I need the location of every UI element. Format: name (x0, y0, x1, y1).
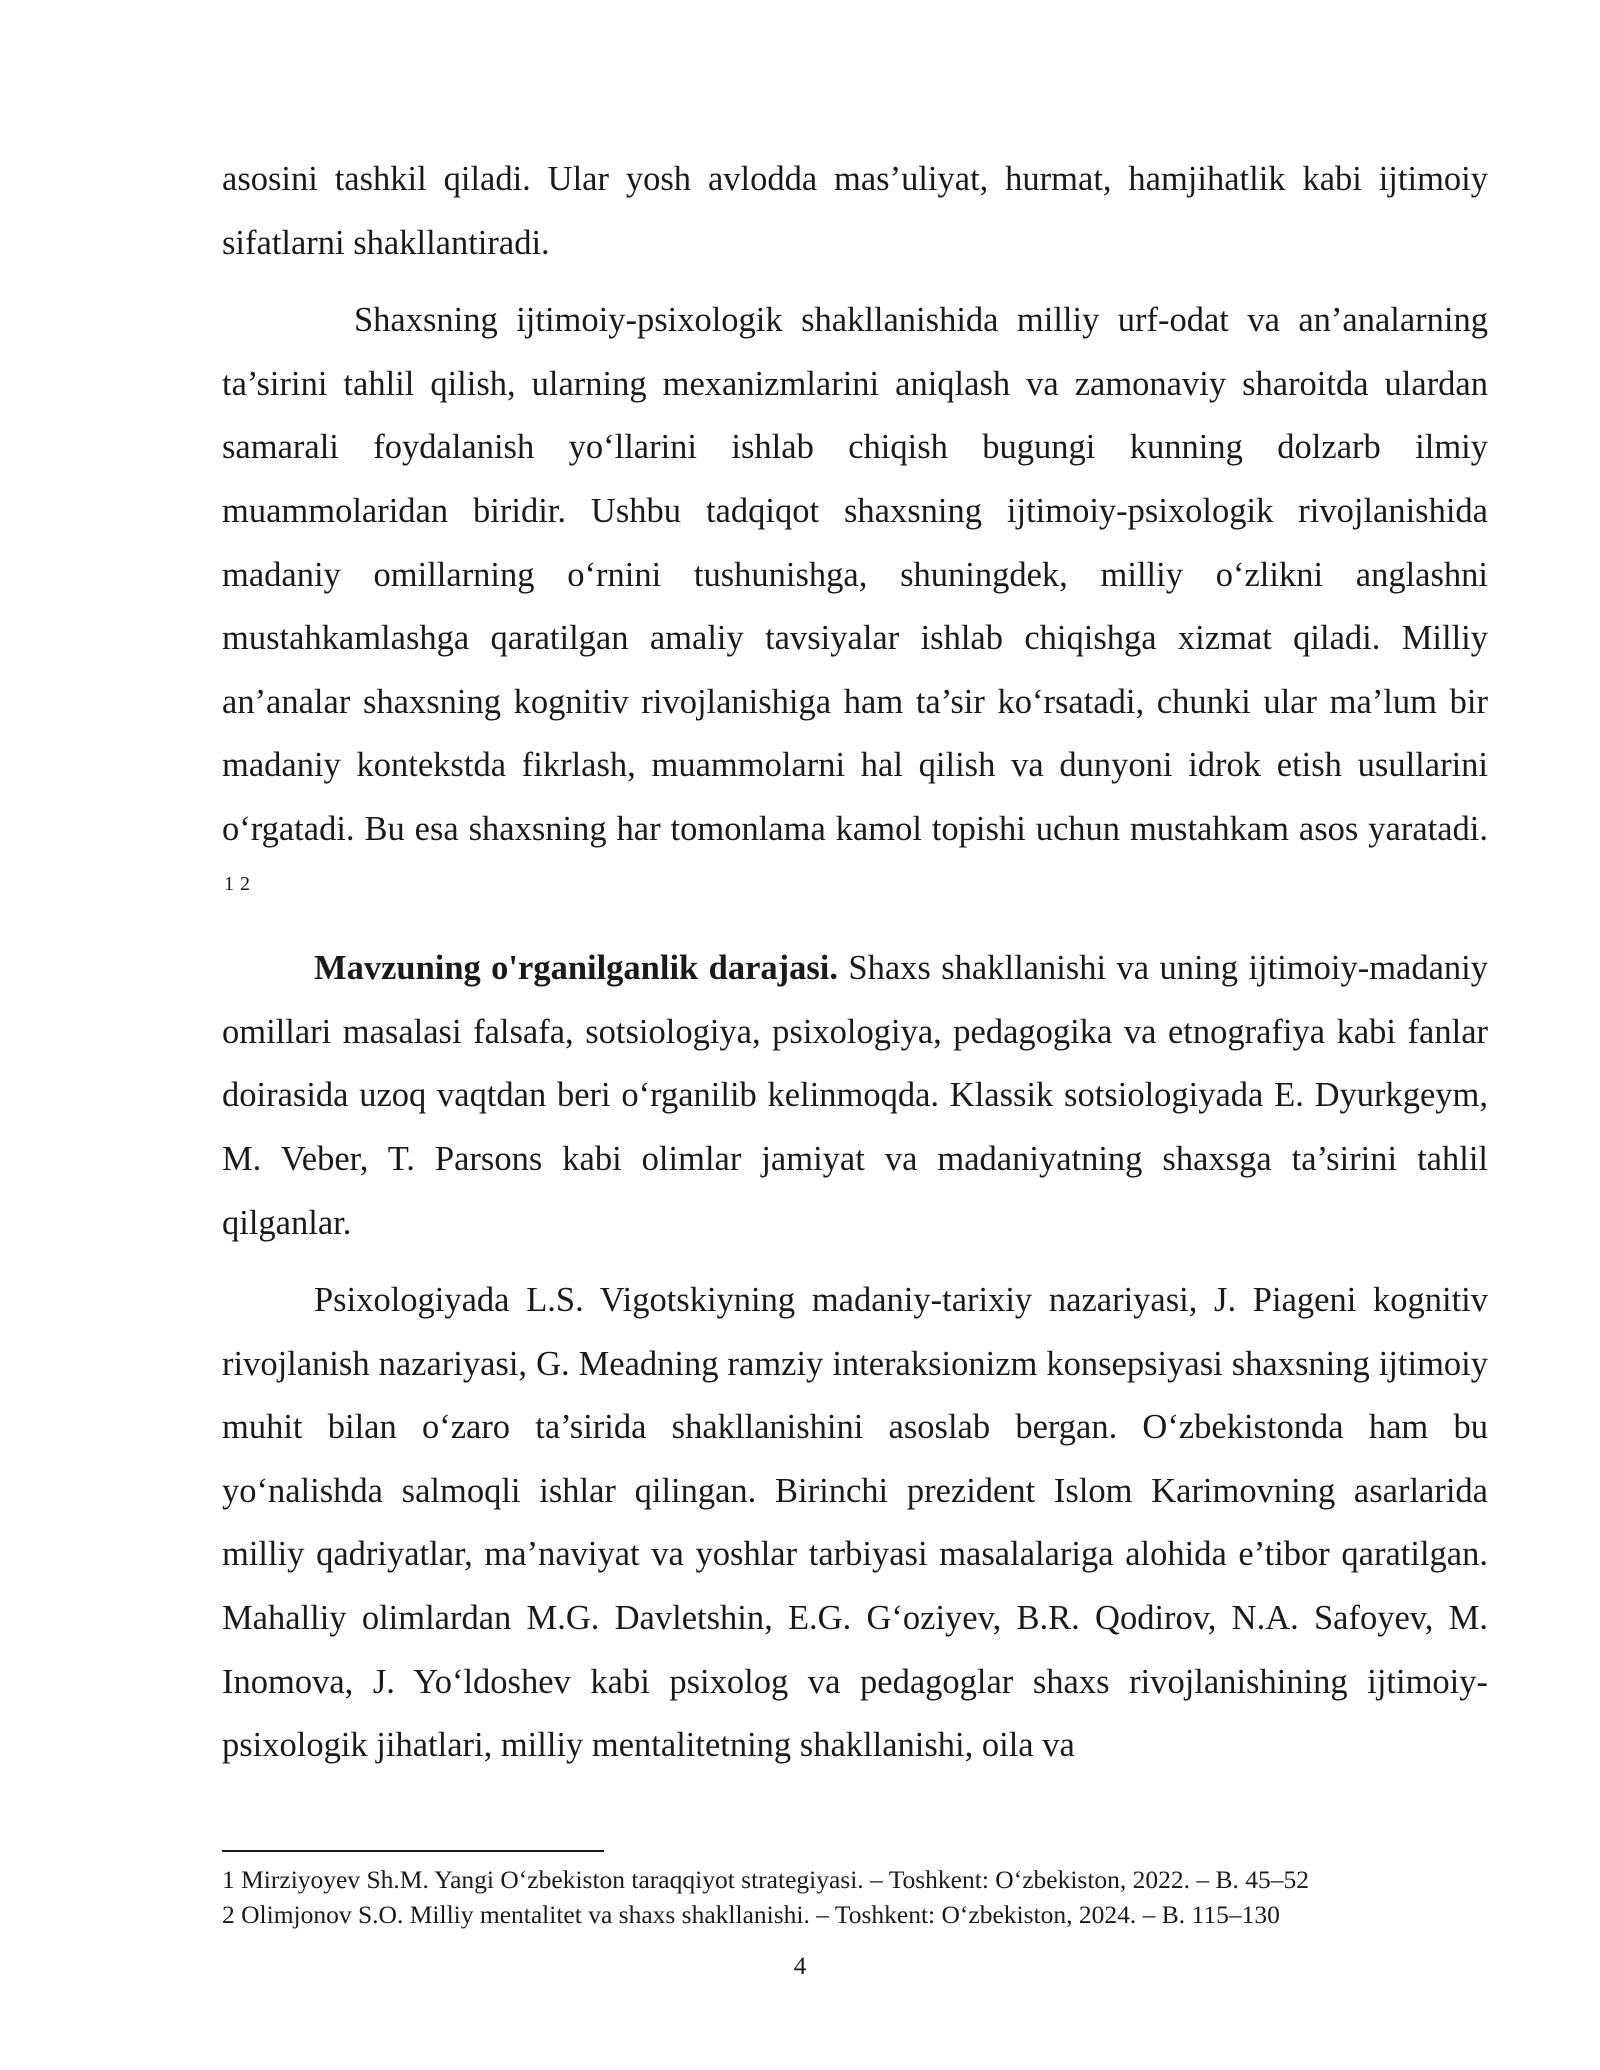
page-number: 4 (793, 1951, 807, 1980)
footnote-1: 1 Mirziyoyev Sh.M. Yangi O‘zbekiston taraqqiyot strategiyasi. – Toshkent: O‘zbekiston, 2022. – B. 45–52 (222, 1865, 1310, 1894)
document-body (222, 148, 1488, 1778)
paragraph-2-text: Shaxsning ijtimoiy-psixologik shakllanishida milliy urf-odat va an’analarning ta’sirini tahlil qilish, ularning mexanizmlarini aniqlash va zamonaviy sharoitda ulardan samarali foydalanish yo‘llarini ishlab chiqish bugungi kunning dolzarb ilmiy muammolaridan biridir. Ushbu tadqiqot shaxsning ijtimoiy-psixologik rivojlanishida madaniy omillarning o‘rnini tushunishga, shuningdek, milliy o‘zlikni anglashni mustahkamlashga qaratilgan amaliy tavsiyalar ishlab chiqishga xizmat qiladi. Milliy an’analar shaxsning kognitiv rivojlanishiga ham ta’sir ko‘rsatadi, chunki ular ma’lum bir madaniy kontekstda fikrlash, muammolarni hal qilish va dunyoni idrok etish usullarini o‘rgatadi. Bu esa shaxsning har tomonlama kamol topishi uchun mustahkam asos yaratadi. (222, 301, 1488, 848)
footnote-reference-1[interactable]: 1 (224, 872, 234, 895)
paragraph-2 (222, 289, 1488, 925)
paragraph-3 (222, 937, 1488, 1255)
section-heading: Mavzuning o'rganilganlik darajasi. (314, 949, 839, 988)
paragraph-3-text: Shaxs shakllanishi va uning ijtimoiy-madaniy omillari masalasi falsafa, sotsiologiya, psixologiya, pedagogika va etnografiya kabi fanlar doirasida uzoq vaqtdan beri o‘rganilib kelinmoqda. Klassik sotsiologiyada E. Dyurkgeym, M. Veber, T. Parsons kabi olimlar jamiyat va madaniyatning shaxsga ta’sirini tahlil qilganlar. (222, 949, 1488, 1242)
footnote-reference-2[interactable]: 2 (240, 872, 250, 895)
paragraph-1: asosini tashkil qiladi. Ular yosh avlodda mas’uliyat, hurmat, hamjihatlik kabi ijtimoiy sifatlarni shakllantiradi. (222, 160, 1488, 262)
paragraph-4: Psixologiyada L.S. Vigotskiyning madaniy-tarixiy nazariyasi, J. Piageni kognitiv rivojlanish nazariyasi, G. Meadning ramziy interaksionizm konsepsiyasi shaxsning ijtimoiy muhit bilan o‘zaro ta’sirida shakllanishini asoslab bergan. O‘zbekistonda ham bu yo‘nalishda salmoqli ishlar qilingan. Birinchi prezident Islom Karimovning asarlarida milliy qadriyatlar, ma’naviyat va yoshlar tarbiyasi masalalariga alohida e’tibor qaratilgan. Mahalliy olimlardan M.G. Davletshin, E.G. G‘oziyev, B.R. Qodirov, N.A. Safoyev, M. Inomova, J. Yo‘ldoshev kabi psixolog va pedagoglar shaxs rivojlanishining ijtimoiy-psixologik jihatlari, milliy mentalitetning shakllanishi, oila va (222, 1281, 1488, 1765)
footnote-2: 2 Olimjonov S.O. Milliy mentalitet va shaxs shakllanishi. – Toshkent: O‘zbekiston, 2024. – B. 115–130 (222, 1900, 1280, 1929)
footnote-separator (222, 1850, 604, 1852)
footnotes (222, 1862, 1522, 1932)
